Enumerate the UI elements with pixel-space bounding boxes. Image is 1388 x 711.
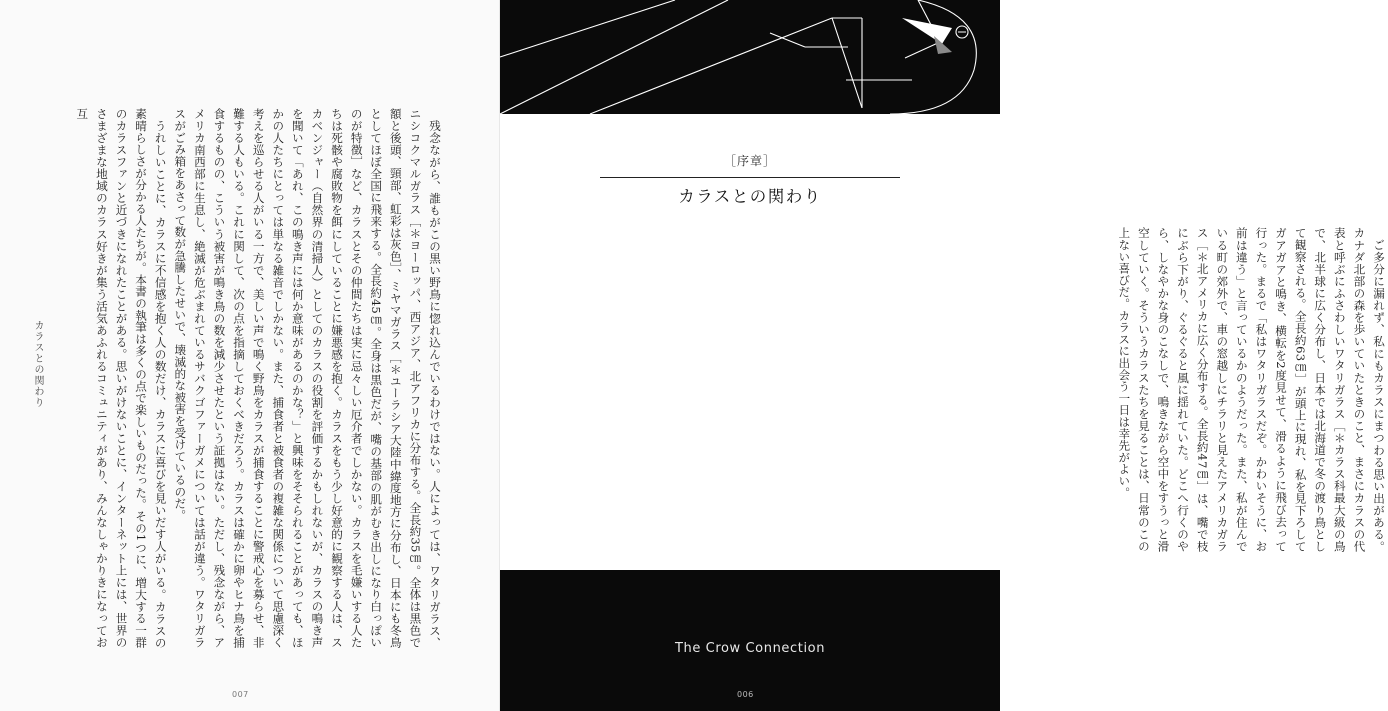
header-band [500,0,1000,114]
left-paragraph-2: うれしいことに、カラスに不信感を抱く人の数だけ、カラスに喜びを見いだす人がいる。カラスの素晴らしさが分かる人たちが。本書の執筆は多くの点で楽しいものだった。その1つに、増大する一群のカラスファンと近づきになれたことがある。思いがけないことに、インターネット上には、世界のさまざまな地域のカラス好きが集う活気あふれるコミュニティがあり、みんなしゃかりきになってお互 [75,108,168,648]
right-page [500,0,1386,711]
crow-beak-shape [902,18,952,44]
left-body-text [64,108,444,648]
running-head: カラスとの関わり [32,320,43,408]
right-paragraph-1: ご多分に漏れず、私にもカラスにまつわる思い出がある。カナダ北部の森を歩いていたときのこと、まさにカラスの代表と呼ぶにふさわしいワタリガラス［＊カラス科最大級の鳥で、北半球に広く分布し、日本では北海道で冬の渡り鳥として観察される。全長約63㎝］が頭上に現れ、私を見下ろしてガアガアと鳴き、横転を2度見せて、滑るように飛び去って行った。まるで「私はワタリガラスだぞ。かわいそうに、お前は違う」と言っているかのようだった。また、私が住んでいる町の郊外で、車の窓越しにチラリと見えたアメリカガラス［＊北アメリカに広く分布する。全長約47㎝］は、嘴で枝にぶら下がり、ぐるぐると風に揺れていた。どこへ行くのやら、しなやかな身のこなしで、鳴きながら空中をすうっと滑空していく。そういうカラスたちを見ることは、日常のこの上ない喜びだ。カラスに出会う一日は幸先がよい。 [1117,227,1386,552]
english-chapter-title: The Crow Connection [674,641,826,656]
right-page-number: 006 [737,690,754,699]
left-page [0,0,500,711]
crow-line-art-illustration [500,0,1000,114]
section-label: ［序章］ [723,154,776,168]
right-body-text [1098,227,1388,552]
left-page-number: 007 [232,690,249,699]
title-rule [600,177,900,178]
chapter-title: カラスとの関わり [678,187,822,206]
left-paragraph-1: 残念ながら、誰もがこの黒い野鳥に惚れ込んでいるわけではない。人によっては、ワタリガラス、ニシコクマルガラス［＊ヨーロッパ、西アジア、北アフリカに分布する。全長約35㎝。全体は黒色で額と後頭、頸部、虹彩は灰色］、ミヤマガラス［＊ユーラシア大陸中緯度地方に分布し、日本にも冬鳥としてほぼ全国に飛来する。全長約45㎝。全身は黒色だが、嘴の基部の肌がむき出しになり白っぽいのが特徴］など、カラスとその仲間たちは実に忌々しい厄介者でしかない。カラスを毛嫌いする人たちは死骸や腐敗物を餌にしていることに嫌悪感を抱く。カラスをもう少し好意的に観察する人は、スカベンジャー（自然界の清掃人）としてのカラスの役割を評価するかもしれないが、カラスの鳴き声を聞いて「あれ、この鳴き声には何か意味があるのかな？」と興味をそそられることがあっても、ほかの人たちにとっては単なる雑音でしかない。また、捕食者と被食者の複雑な関係について思慮深く考えを巡らせる人がいる一方で、美しい声で鳴く野鳥をカラスが捕食することに警戒心を募らせ、非難する人もいる。これに関して、次の点を指摘しておくべきだろう。カラスは確かに卵やヒナ鳥を捕食するものの、こういう被害が鳴き鳥の数を減少させたという証拠はない。ただし、残念ながら、アメリカ南西部に生息し、絶滅が危ぶまれているサバクゴファーガメについては話が違う。ワタリガラスがごみ箱をあさって数が急騰したせいで、壊滅的な被害を受けているのだ。 [173,108,442,648]
